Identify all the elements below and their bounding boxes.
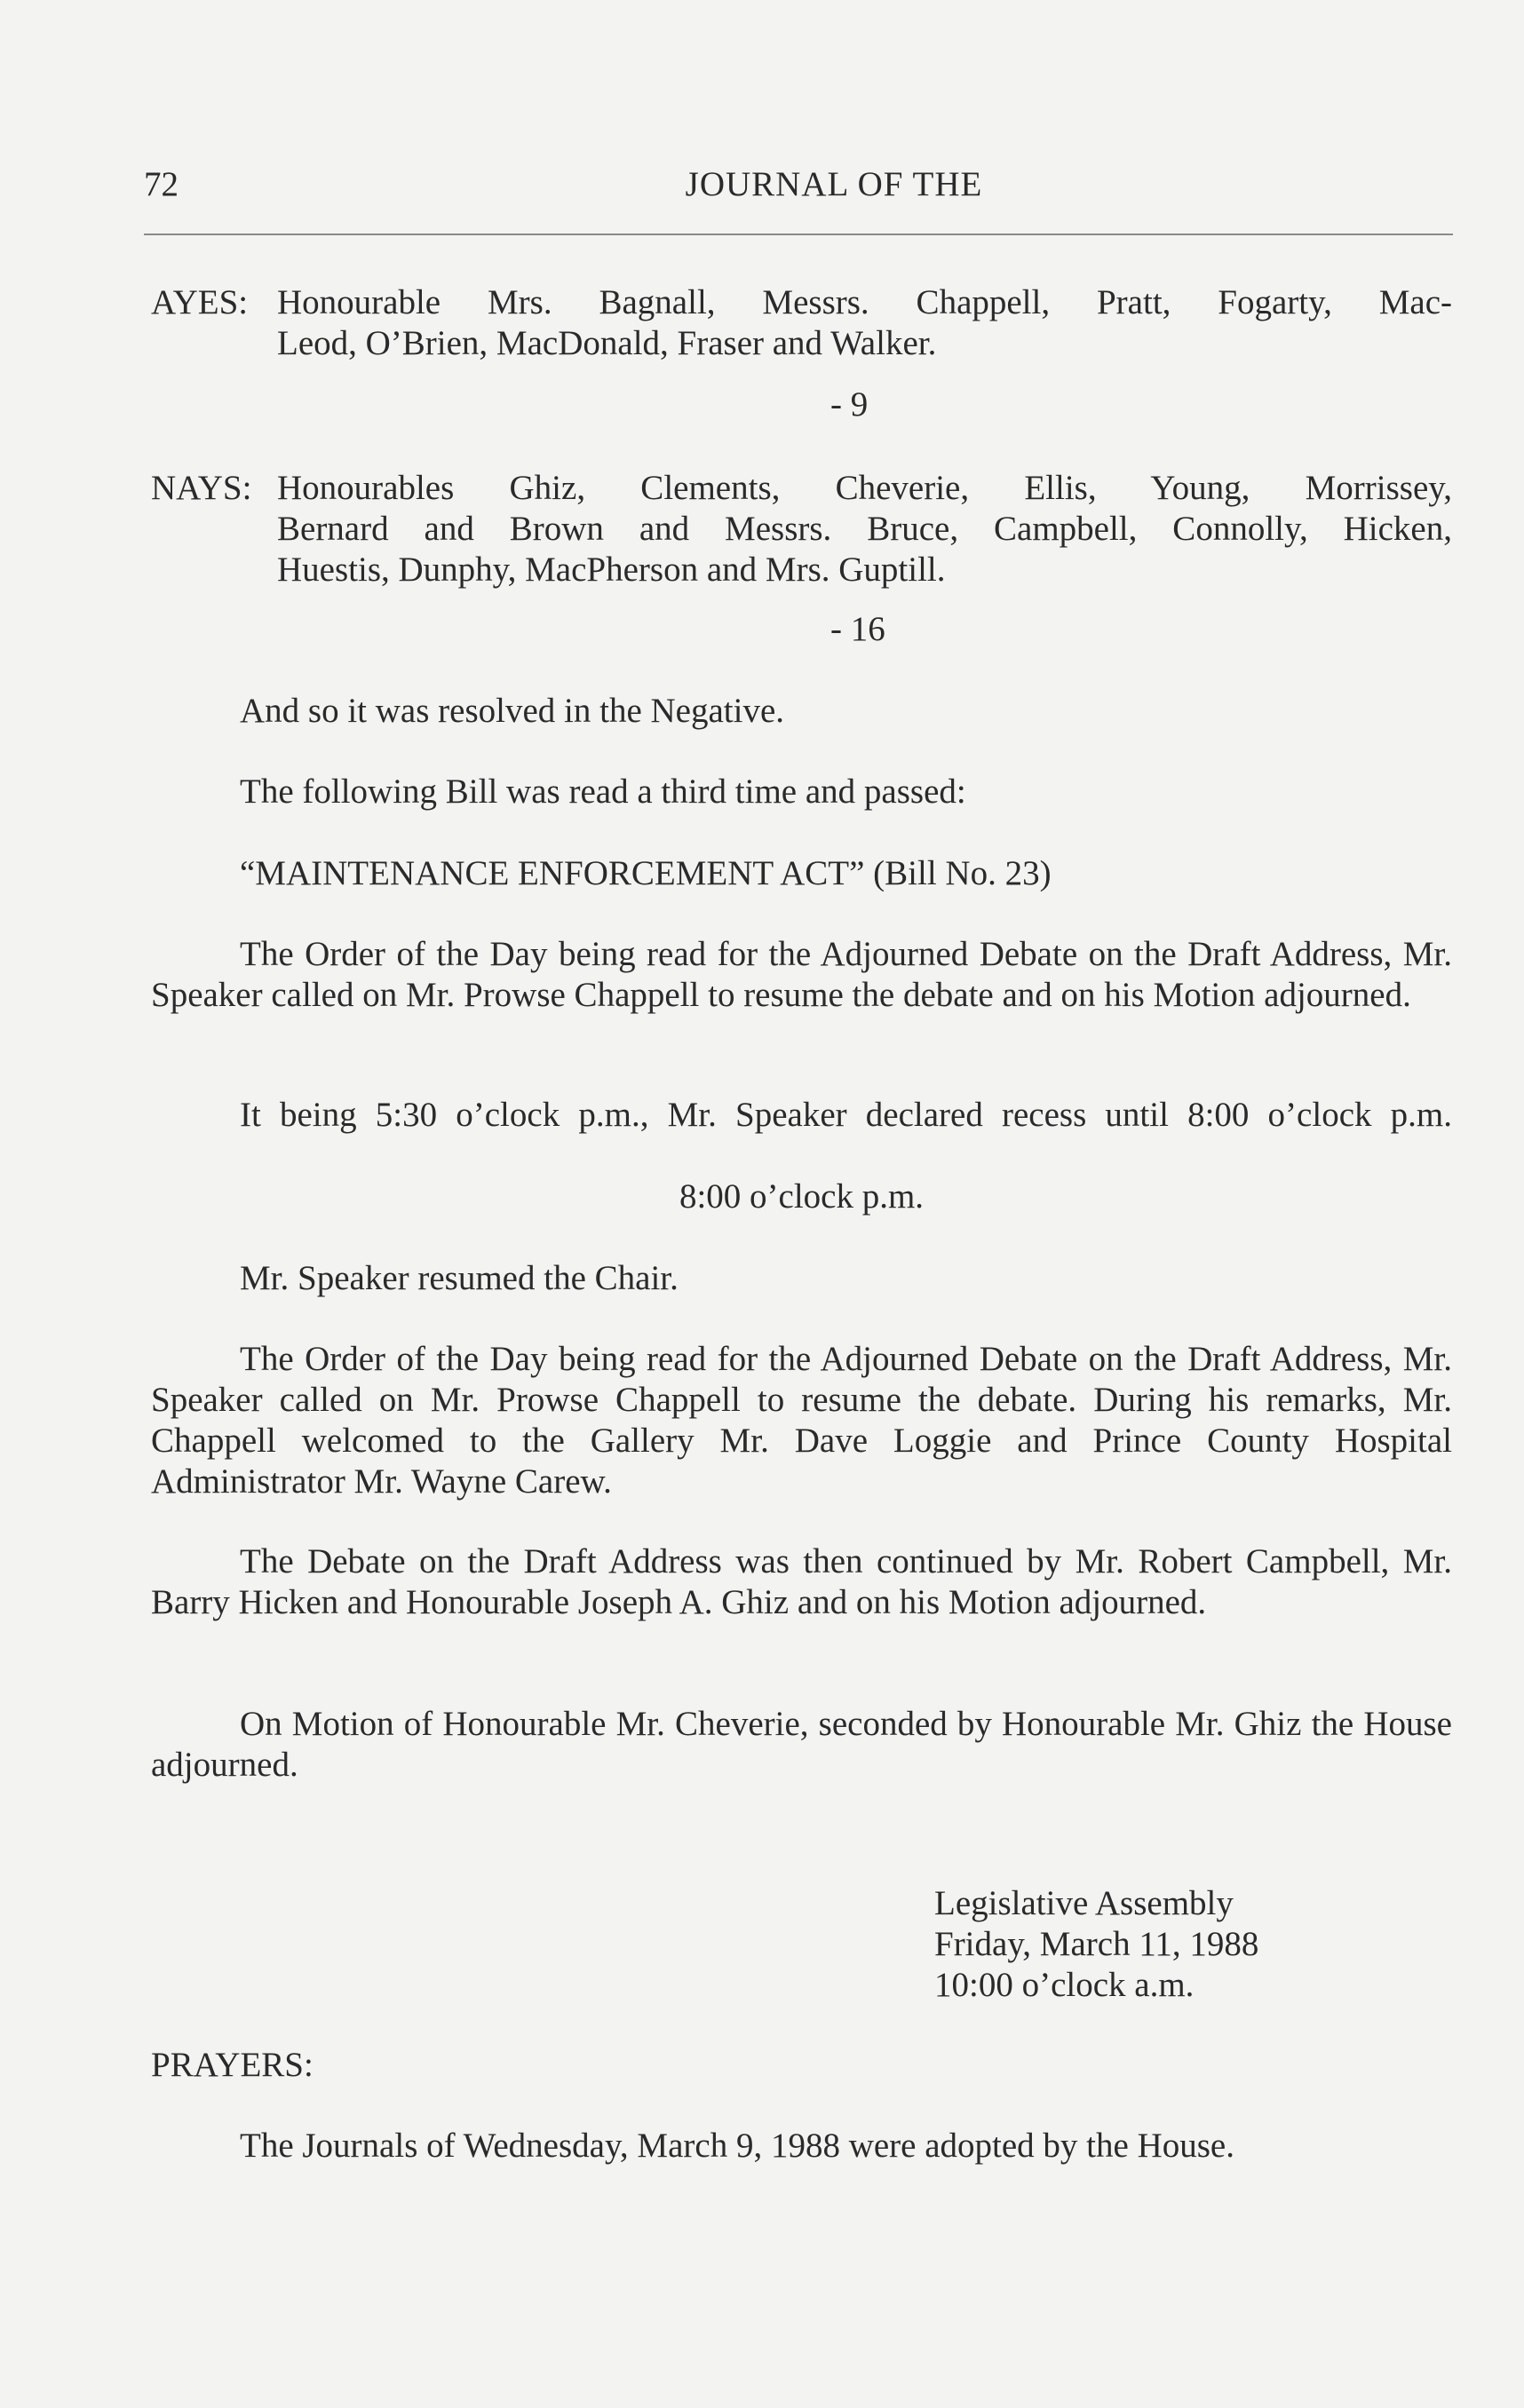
- third-reading-text: The following Bill was read a third time and passed:: [240, 772, 966, 811]
- ayes-names: [277, 282, 1452, 364]
- ayes-block: [151, 282, 1452, 364]
- nays-line: Bernard and Brown and Messrs. Bruce, Campbell, Connolly, Hicken,: [277, 510, 1452, 548]
- prayers-label: PRAYERS:: [151, 2046, 314, 2084]
- resolved-text: And so it was resolved in the Negative.: [240, 692, 785, 730]
- order-paragraph-1: The Order of the Day being read for the Adjourned Debate on the Draft Address, Mr. Speaker called on Mr. Prowse Chappell to resume the debate and on his Motion adjourned.: [151, 935, 1452, 1014]
- recess-text: It being 5:30 o’clock p.m., Mr. Speaker declared recess until 8:00 o’clock p.m.: [240, 1096, 1452, 1134]
- journals-text: The Journals of Wednesday, March 9, 1988 were adopted by the House.: [240, 2127, 1234, 2165]
- nays-line: Honourables Ghiz, Clements, Cheverie, Ellis, Young, Morrissey,: [277, 469, 1452, 507]
- session-line: Friday, March 11, 1988: [934, 1925, 1259, 1963]
- page-header: [144, 164, 1453, 209]
- nays-label: NAYS:: [151, 469, 252, 507]
- session-line: 10:00 o’clock a.m.: [934, 1966, 1195, 2004]
- nays-names: [277, 468, 1452, 590]
- order-paragraph-2: The Order of the Day being read for the Adjourned Debate on the Draft Address, Mr. Speaker called on Mr. Prowse Chappell to resume the debate. During his remarks, Mr. Chappell welcomed to the Gallery Mr. Dave Loggie and Prince County Hospital Administrator Mr. Wayne Carew.: [151, 1340, 1452, 1501]
- ayes-label: AYES:: [151, 283, 249, 321]
- session-heading: [934, 1883, 1258, 2006]
- header-rule: [144, 234, 1453, 235]
- bill-title: “MAINTENANCE ENFORCEMENT ACT” (Bill No. 23): [240, 854, 1052, 892]
- ayes-line: Honourable Mrs. Bagnall, Messrs. Chappell, Pratt, Fogarty, Mac-: [277, 283, 1452, 321]
- nays-count: - 16: [830, 610, 885, 648]
- evening-time: 8:00 o’clock p.m.: [679, 1177, 925, 1216]
- running-head: JOURNAL OF THE: [685, 165, 983, 203]
- session-line: Legislative Assembly: [934, 1884, 1234, 1922]
- ayes-count: - 9: [830, 385, 869, 424]
- nays-block: [151, 468, 1452, 590]
- resumed-text: Mr. Speaker resumed the Chair.: [240, 1259, 679, 1297]
- adjourned-paragraph: On Motion of Honourable Mr. Cheverie, seconded by Honourable Mr. Ghiz the House adjourned.: [151, 1705, 1452, 1784]
- page-number: 72: [144, 165, 179, 203]
- debate-paragraph: The Debate on the Draft Address was then continued by Mr. Robert Campbell, Mr. Barry Hicken and Honourable Joseph A. Ghiz and on his Motion adjourned.: [151, 1542, 1452, 1621]
- ayes-line: Leod, O’Brien, MacDonald, Fraser and Walker.: [277, 324, 937, 362]
- nays-line: Huestis, Dunphy, MacPherson and Mrs. Guptill.: [277, 551, 946, 589]
